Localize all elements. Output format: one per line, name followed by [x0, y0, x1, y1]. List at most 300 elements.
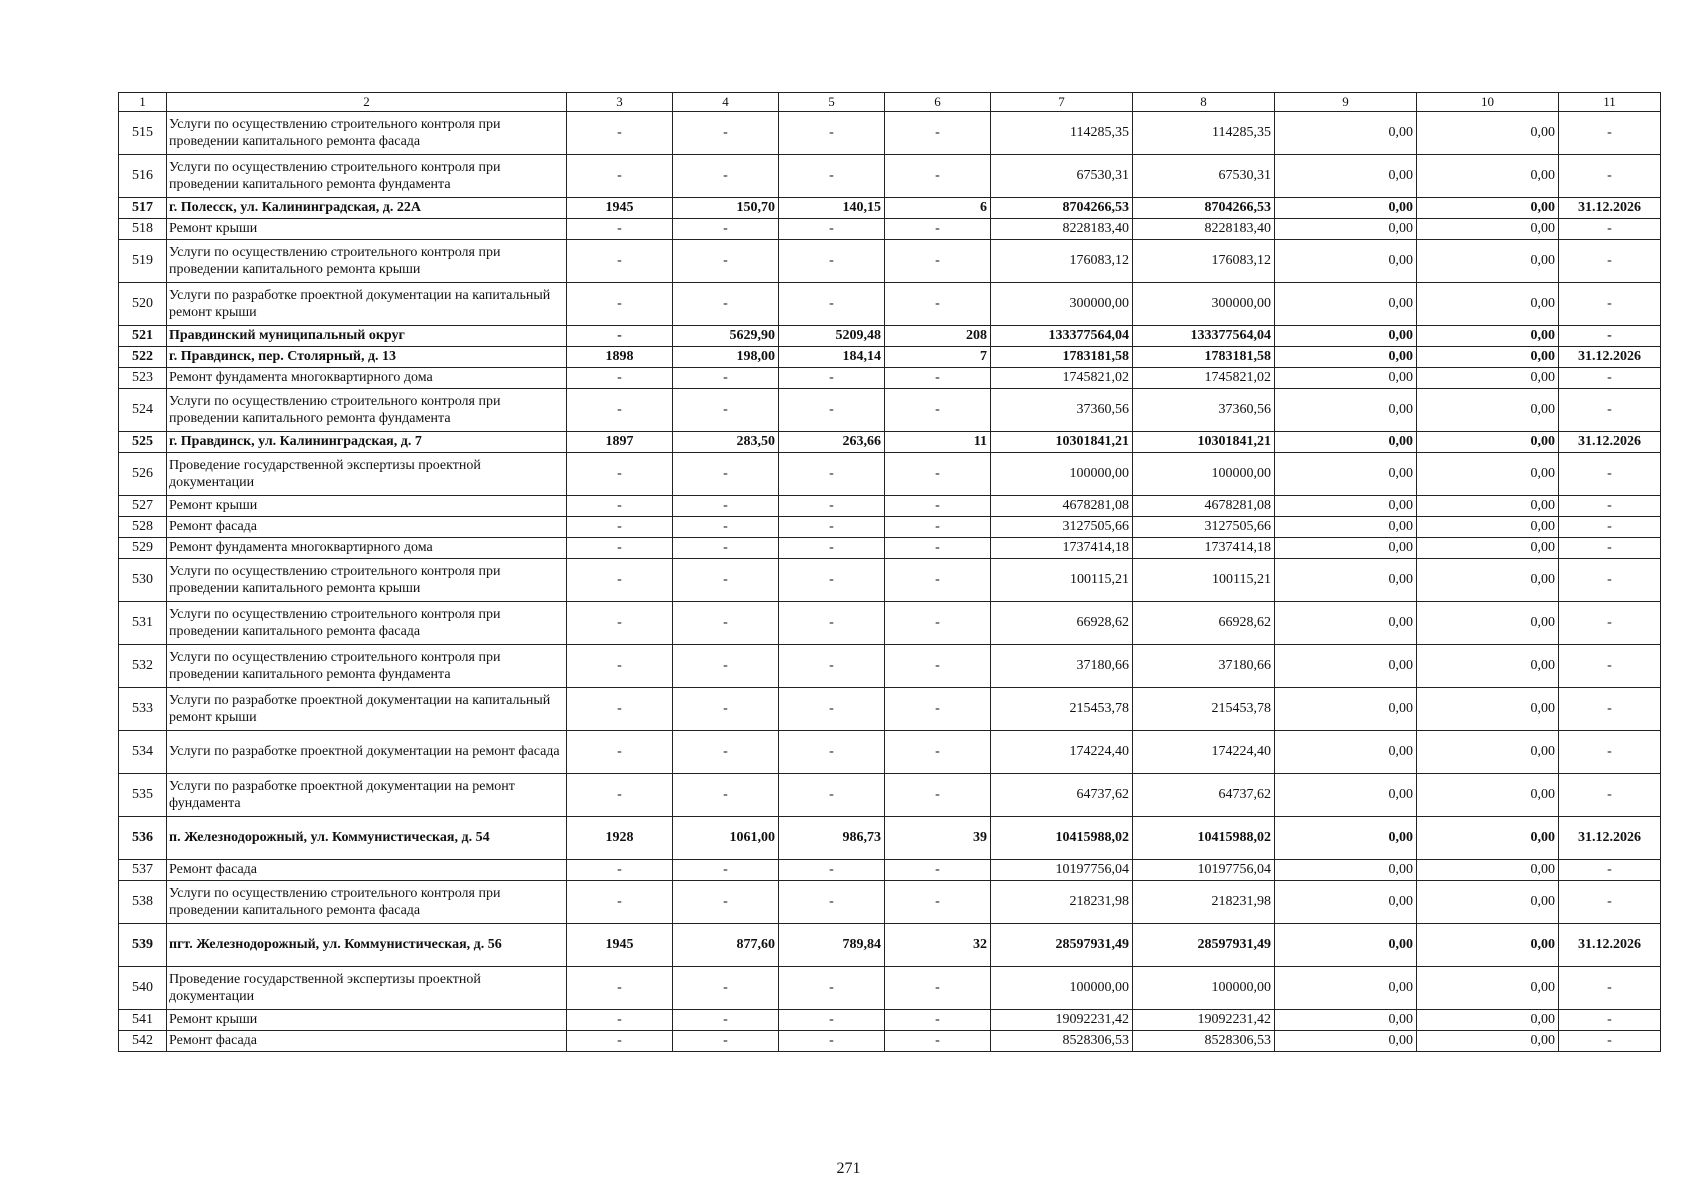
deadline-cell: - [1559, 860, 1661, 881]
budget-cell: 0,00 [1275, 645, 1417, 688]
year-cell: - [567, 538, 673, 559]
table-row [119, 967, 1661, 1010]
fund-cost-cell: 28597931,49 [1133, 924, 1275, 967]
area-total-cell: - [673, 774, 779, 817]
residents-cell: - [885, 881, 991, 924]
other-funds-cell: 0,00 [1417, 559, 1559, 602]
residents-cell: 32 [885, 924, 991, 967]
table-row [119, 559, 1661, 602]
row-number-cell: 534 [119, 731, 167, 774]
item-name-cell: Проведение государственной экспертизы проектной документации [167, 453, 567, 496]
residents-cell: 11 [885, 432, 991, 453]
area-total-cell: - [673, 496, 779, 517]
area-total-cell: - [673, 559, 779, 602]
deadline-cell: - [1559, 112, 1661, 155]
budget-cell: 0,00 [1275, 817, 1417, 860]
table-row [119, 645, 1661, 688]
other-funds-cell: 0,00 [1417, 219, 1559, 240]
page-number: 271 [836, 1160, 861, 1177]
year-cell: - [567, 368, 673, 389]
year-cell: 1945 [567, 924, 673, 967]
item-name-cell: Услуги по осуществлению строительного контроля при проведении капитального ремонта фасада [167, 112, 567, 155]
deadline-cell: - [1559, 688, 1661, 731]
residents-cell: - [885, 496, 991, 517]
deadline-cell: - [1559, 283, 1661, 326]
deadline-cell: 31.12.2026 [1559, 347, 1661, 368]
area-living-cell: - [779, 496, 885, 517]
header-cell: 6 [885, 93, 991, 112]
deadline-cell: - [1559, 326, 1661, 347]
fund-cost-cell: 114285,35 [1133, 112, 1275, 155]
area-total-cell: - [673, 219, 779, 240]
year-cell: - [567, 240, 673, 283]
table-row [119, 112, 1661, 155]
item-name-cell: Услуги по разработке проектной документации на ремонт фундамента [167, 774, 567, 817]
total-cost-cell: 19092231,42 [991, 1010, 1133, 1031]
row-number-cell: 528 [119, 517, 167, 538]
area-total-cell: - [673, 240, 779, 283]
item-name-cell: г. Правдинск, пер. Столярный, д. 13 [167, 347, 567, 368]
area-living-cell: - [779, 688, 885, 731]
other-funds-cell: 0,00 [1417, 347, 1559, 368]
item-name-cell: Ремонт крыши [167, 496, 567, 517]
year-cell: - [567, 112, 673, 155]
table-row [119, 240, 1661, 283]
total-cost-cell: 100115,21 [991, 559, 1133, 602]
row-number-cell: 518 [119, 219, 167, 240]
item-name-cell: Услуги по осуществлению строительного контроля при проведении капитального ремонта фасада [167, 602, 567, 645]
other-funds-cell: 0,00 [1417, 112, 1559, 155]
other-funds-cell: 0,00 [1417, 538, 1559, 559]
row-number-cell: 527 [119, 496, 167, 517]
fund-cost-cell: 100115,21 [1133, 559, 1275, 602]
total-cost-cell: 174224,40 [991, 731, 1133, 774]
row-number-cell: 530 [119, 559, 167, 602]
area-living-cell: - [779, 967, 885, 1010]
header-cell: 2 [167, 93, 567, 112]
item-name-cell: Услуги по осуществлению строительного контроля при проведении капитального ремонта фундамента [167, 389, 567, 432]
other-funds-cell: 0,00 [1417, 198, 1559, 219]
table-row [119, 198, 1661, 219]
total-cost-cell: 37360,56 [991, 389, 1133, 432]
total-cost-cell: 4678281,08 [991, 496, 1133, 517]
other-funds-cell: 0,00 [1417, 453, 1559, 496]
area-living-cell: - [779, 155, 885, 198]
residents-cell: - [885, 219, 991, 240]
row-number-cell: 524 [119, 389, 167, 432]
fund-cost-cell: 64737,62 [1133, 774, 1275, 817]
fund-cost-cell: 10301841,21 [1133, 432, 1275, 453]
row-number-cell: 526 [119, 453, 167, 496]
area-living-cell: 184,14 [779, 347, 885, 368]
residents-cell: - [885, 1031, 991, 1052]
budget-cell: 0,00 [1275, 155, 1417, 198]
row-number-cell: 532 [119, 645, 167, 688]
row-number-cell: 521 [119, 326, 167, 347]
residents-cell: - [885, 1010, 991, 1031]
table-row [119, 517, 1661, 538]
item-name-cell: г. Полесск, ул. Калининградская, д. 22А [167, 198, 567, 219]
deadline-cell: 31.12.2026 [1559, 432, 1661, 453]
year-cell: - [567, 155, 673, 198]
budget-cell: 0,00 [1275, 1010, 1417, 1031]
deadline-cell: 31.12.2026 [1559, 817, 1661, 860]
row-number-cell: 516 [119, 155, 167, 198]
fund-cost-cell: 176083,12 [1133, 240, 1275, 283]
total-cost-cell: 133377564,04 [991, 326, 1133, 347]
other-funds-cell: 0,00 [1417, 817, 1559, 860]
header-cell: 8 [1133, 93, 1275, 112]
year-cell: - [567, 602, 673, 645]
table-row [119, 453, 1661, 496]
fund-cost-cell: 66928,62 [1133, 602, 1275, 645]
row-number-cell: 525 [119, 432, 167, 453]
budget-cell: 0,00 [1275, 774, 1417, 817]
year-cell: - [567, 517, 673, 538]
area-total-cell: - [673, 1031, 779, 1052]
table-row [119, 774, 1661, 817]
table-row [119, 602, 1661, 645]
budget-cell: 0,00 [1275, 602, 1417, 645]
other-funds-cell: 0,00 [1417, 1031, 1559, 1052]
row-number-cell: 531 [119, 602, 167, 645]
residents-cell: - [885, 389, 991, 432]
deadline-cell: - [1559, 538, 1661, 559]
deadline-cell: - [1559, 155, 1661, 198]
budget-cell: 0,00 [1275, 860, 1417, 881]
budget-cell: 0,00 [1275, 368, 1417, 389]
budget-cell: 0,00 [1275, 283, 1417, 326]
fund-cost-cell: 10415988,02 [1133, 817, 1275, 860]
area-living-cell: - [779, 240, 885, 283]
residents-cell: - [885, 517, 991, 538]
year-cell: - [567, 453, 673, 496]
other-funds-cell: 0,00 [1417, 326, 1559, 347]
budget-cell: 0,00 [1275, 496, 1417, 517]
area-living-cell: - [779, 731, 885, 774]
row-number-cell: 529 [119, 538, 167, 559]
year-cell: 1928 [567, 817, 673, 860]
deadline-cell: - [1559, 368, 1661, 389]
residents-cell: 7 [885, 347, 991, 368]
area-living-cell: - [779, 283, 885, 326]
other-funds-cell: 0,00 [1417, 924, 1559, 967]
budget-cell: 0,00 [1275, 240, 1417, 283]
year-cell: - [567, 688, 673, 731]
area-total-cell: - [673, 155, 779, 198]
area-total-cell: - [673, 881, 779, 924]
table-row [119, 924, 1661, 967]
year-cell: - [567, 496, 673, 517]
item-name-cell: Услуги по осуществлению строительного контроля при проведении капитального ремонта фундамента [167, 645, 567, 688]
residents-cell: 208 [885, 326, 991, 347]
header-cell: 11 [1559, 93, 1661, 112]
header-cell: 1 [119, 93, 167, 112]
budget-cell: 0,00 [1275, 112, 1417, 155]
year-cell: - [567, 860, 673, 881]
area-total-cell: 150,70 [673, 198, 779, 219]
residents-cell: - [885, 240, 991, 283]
other-funds-cell: 0,00 [1417, 967, 1559, 1010]
budget-cell: 0,00 [1275, 198, 1417, 219]
fund-cost-cell: 37180,66 [1133, 645, 1275, 688]
other-funds-cell: 0,00 [1417, 517, 1559, 538]
budget-cell: 0,00 [1275, 924, 1417, 967]
other-funds-cell: 0,00 [1417, 155, 1559, 198]
row-number-cell: 540 [119, 967, 167, 1010]
row-number-cell: 538 [119, 881, 167, 924]
total-cost-cell: 8228183,40 [991, 219, 1133, 240]
total-cost-cell: 10197756,04 [991, 860, 1133, 881]
table-row [119, 219, 1661, 240]
total-cost-cell: 1745821,02 [991, 368, 1133, 389]
other-funds-cell: 0,00 [1417, 731, 1559, 774]
residents-cell: - [885, 368, 991, 389]
area-living-cell: - [779, 112, 885, 155]
year-cell: - [567, 1031, 673, 1052]
total-cost-cell: 67530,31 [991, 155, 1133, 198]
total-cost-cell: 66928,62 [991, 602, 1133, 645]
item-name-cell: Услуги по осуществлению строительного контроля при проведении капитального ремонта фасада [167, 881, 567, 924]
item-name-cell: Ремонт крыши [167, 1010, 567, 1031]
fund-cost-cell: 174224,40 [1133, 731, 1275, 774]
fund-cost-cell: 4678281,08 [1133, 496, 1275, 517]
fund-cost-cell: 215453,78 [1133, 688, 1275, 731]
budget-cell: 0,00 [1275, 347, 1417, 368]
residents-cell: - [885, 774, 991, 817]
fund-cost-cell: 300000,00 [1133, 283, 1275, 326]
fund-cost-cell: 1783181,58 [1133, 347, 1275, 368]
total-cost-cell: 10301841,21 [991, 432, 1133, 453]
fund-cost-cell: 218231,98 [1133, 881, 1275, 924]
area-total-cell: 1061,00 [673, 817, 779, 860]
item-name-cell: Проведение государственной экспертизы проектной документации [167, 967, 567, 1010]
budget-cell: 0,00 [1275, 326, 1417, 347]
header-cell: 5 [779, 93, 885, 112]
row-number-cell: 523 [119, 368, 167, 389]
fund-cost-cell: 100000,00 [1133, 967, 1275, 1010]
area-total-cell: - [673, 538, 779, 559]
area-living-cell: - [779, 860, 885, 881]
year-cell: - [567, 389, 673, 432]
residents-cell: - [885, 860, 991, 881]
deadline-cell: - [1559, 453, 1661, 496]
budget-cell: 0,00 [1275, 219, 1417, 240]
area-living-cell: - [779, 517, 885, 538]
total-cost-cell: 100000,00 [991, 453, 1133, 496]
program-table [118, 92, 1661, 1052]
area-living-cell: - [779, 645, 885, 688]
area-living-cell: - [779, 602, 885, 645]
deadline-cell: - [1559, 1031, 1661, 1052]
item-name-cell: Ремонт фасада [167, 860, 567, 881]
budget-cell: 0,00 [1275, 559, 1417, 602]
year-cell: - [567, 645, 673, 688]
total-cost-cell: 218231,98 [991, 881, 1133, 924]
row-number-cell: 535 [119, 774, 167, 817]
total-cost-cell: 1737414,18 [991, 538, 1133, 559]
table-row [119, 817, 1661, 860]
table-row [119, 860, 1661, 881]
area-total-cell: - [673, 860, 779, 881]
item-name-cell: Ремонт фасада [167, 1031, 567, 1052]
deadline-cell: 31.12.2026 [1559, 924, 1661, 967]
area-total-cell: 5629,90 [673, 326, 779, 347]
area-living-cell: 789,84 [779, 924, 885, 967]
budget-cell: 0,00 [1275, 389, 1417, 432]
fund-cost-cell: 19092231,42 [1133, 1010, 1275, 1031]
area-total-cell: - [673, 283, 779, 326]
residents-cell: - [885, 731, 991, 774]
year-cell: - [567, 559, 673, 602]
year-cell: - [567, 731, 673, 774]
area-total-cell: - [673, 645, 779, 688]
item-name-cell: г. Правдинск, ул. Калининградская, д. 7 [167, 432, 567, 453]
year-cell: - [567, 967, 673, 1010]
header-cell: 3 [567, 93, 673, 112]
total-cost-cell: 114285,35 [991, 112, 1133, 155]
area-living-cell: - [779, 538, 885, 559]
year-cell: 1897 [567, 432, 673, 453]
table-row [119, 389, 1661, 432]
budget-cell: 0,00 [1275, 453, 1417, 496]
area-total-cell: 877,60 [673, 924, 779, 967]
area-total-cell: - [673, 112, 779, 155]
row-number-cell: 517 [119, 198, 167, 219]
total-cost-cell: 215453,78 [991, 688, 1133, 731]
total-cost-cell: 300000,00 [991, 283, 1133, 326]
other-funds-cell: 0,00 [1417, 496, 1559, 517]
fund-cost-cell: 67530,31 [1133, 155, 1275, 198]
table-row [119, 347, 1661, 368]
total-cost-cell: 8704266,53 [991, 198, 1133, 219]
deadline-cell: - [1559, 219, 1661, 240]
fund-cost-cell: 37360,56 [1133, 389, 1275, 432]
deadline-cell: - [1559, 389, 1661, 432]
deadline-cell: - [1559, 774, 1661, 817]
year-cell: - [567, 1010, 673, 1031]
deadline-cell: - [1559, 602, 1661, 645]
deadline-cell: - [1559, 517, 1661, 538]
year-cell: - [567, 774, 673, 817]
row-number-cell: 537 [119, 860, 167, 881]
table-row [119, 538, 1661, 559]
total-cost-cell: 100000,00 [991, 967, 1133, 1010]
area-total-cell: - [673, 731, 779, 774]
other-funds-cell: 0,00 [1417, 602, 1559, 645]
area-total-cell: 198,00 [673, 347, 779, 368]
total-cost-cell: 1783181,58 [991, 347, 1133, 368]
area-living-cell: - [779, 389, 885, 432]
table-row [119, 1031, 1661, 1052]
other-funds-cell: 0,00 [1417, 860, 1559, 881]
area-total-cell: - [673, 368, 779, 389]
area-living-cell: 5209,48 [779, 326, 885, 347]
year-cell: - [567, 881, 673, 924]
other-funds-cell: 0,00 [1417, 368, 1559, 389]
fund-cost-cell: 8528306,53 [1133, 1031, 1275, 1052]
area-total-cell: - [673, 517, 779, 538]
residents-cell: - [885, 155, 991, 198]
row-number-cell: 539 [119, 924, 167, 967]
other-funds-cell: 0,00 [1417, 389, 1559, 432]
area-living-cell: 986,73 [779, 817, 885, 860]
deadline-cell: - [1559, 645, 1661, 688]
table-row [119, 731, 1661, 774]
total-cost-cell: 28597931,49 [991, 924, 1133, 967]
total-cost-cell: 8528306,53 [991, 1031, 1133, 1052]
deadline-cell: - [1559, 731, 1661, 774]
item-name-cell: Ремонт фундамента многоквартирного дома [167, 368, 567, 389]
other-funds-cell: 0,00 [1417, 240, 1559, 283]
residents-cell: - [885, 967, 991, 1010]
budget-cell: 0,00 [1275, 688, 1417, 731]
area-living-cell: - [779, 453, 885, 496]
residents-cell: - [885, 283, 991, 326]
header-cell: 4 [673, 93, 779, 112]
residents-cell: 39 [885, 817, 991, 860]
column-number-header [119, 93, 1661, 112]
residents-cell: - [885, 453, 991, 496]
item-name-cell: Ремонт фундамента многоквартирного дома [167, 538, 567, 559]
total-cost-cell: 3127505,66 [991, 517, 1133, 538]
fund-cost-cell: 1737414,18 [1133, 538, 1275, 559]
item-name-cell: пгт. Железнодорожный, ул. Коммунистическая, д. 56 [167, 924, 567, 967]
table-row [119, 1010, 1661, 1031]
row-number-cell: 520 [119, 283, 167, 326]
area-living-cell: - [779, 368, 885, 389]
area-living-cell: - [779, 881, 885, 924]
other-funds-cell: 0,00 [1417, 774, 1559, 817]
fund-cost-cell: 3127505,66 [1133, 517, 1275, 538]
area-living-cell: 263,66 [779, 432, 885, 453]
year-cell: - [567, 219, 673, 240]
item-name-cell: Услуги по разработке проектной документации на капитальный ремонт крыши [167, 688, 567, 731]
budget-cell: 0,00 [1275, 432, 1417, 453]
row-number-cell: 533 [119, 688, 167, 731]
other-funds-cell: 0,00 [1417, 283, 1559, 326]
deadline-cell: - [1559, 967, 1661, 1010]
residents-cell: - [885, 602, 991, 645]
total-cost-cell: 10415988,02 [991, 817, 1133, 860]
other-funds-cell: 0,00 [1417, 1010, 1559, 1031]
row-number-cell: 519 [119, 240, 167, 283]
area-living-cell: - [779, 1031, 885, 1052]
residents-cell: - [885, 112, 991, 155]
deadline-cell: - [1559, 559, 1661, 602]
year-cell: 1898 [567, 347, 673, 368]
deadline-cell: - [1559, 240, 1661, 283]
fund-cost-cell: 133377564,04 [1133, 326, 1275, 347]
budget-cell: 0,00 [1275, 731, 1417, 774]
deadline-cell: - [1559, 881, 1661, 924]
header-cell: 9 [1275, 93, 1417, 112]
residents-cell: - [885, 538, 991, 559]
budget-cell: 0,00 [1275, 967, 1417, 1010]
table-row [119, 496, 1661, 517]
fund-cost-cell: 8228183,40 [1133, 219, 1275, 240]
header-cell: 10 [1417, 93, 1559, 112]
table-row [119, 283, 1661, 326]
fund-cost-cell: 100000,00 [1133, 453, 1275, 496]
area-living-cell: - [779, 559, 885, 602]
table-row [119, 155, 1661, 198]
budget-cell: 0,00 [1275, 1031, 1417, 1052]
table-row [119, 881, 1661, 924]
area-living-cell: - [779, 774, 885, 817]
item-name-cell: Услуги по осуществлению строительного контроля при проведении капитального ремонта крыши [167, 559, 567, 602]
area-total-cell: - [673, 688, 779, 731]
